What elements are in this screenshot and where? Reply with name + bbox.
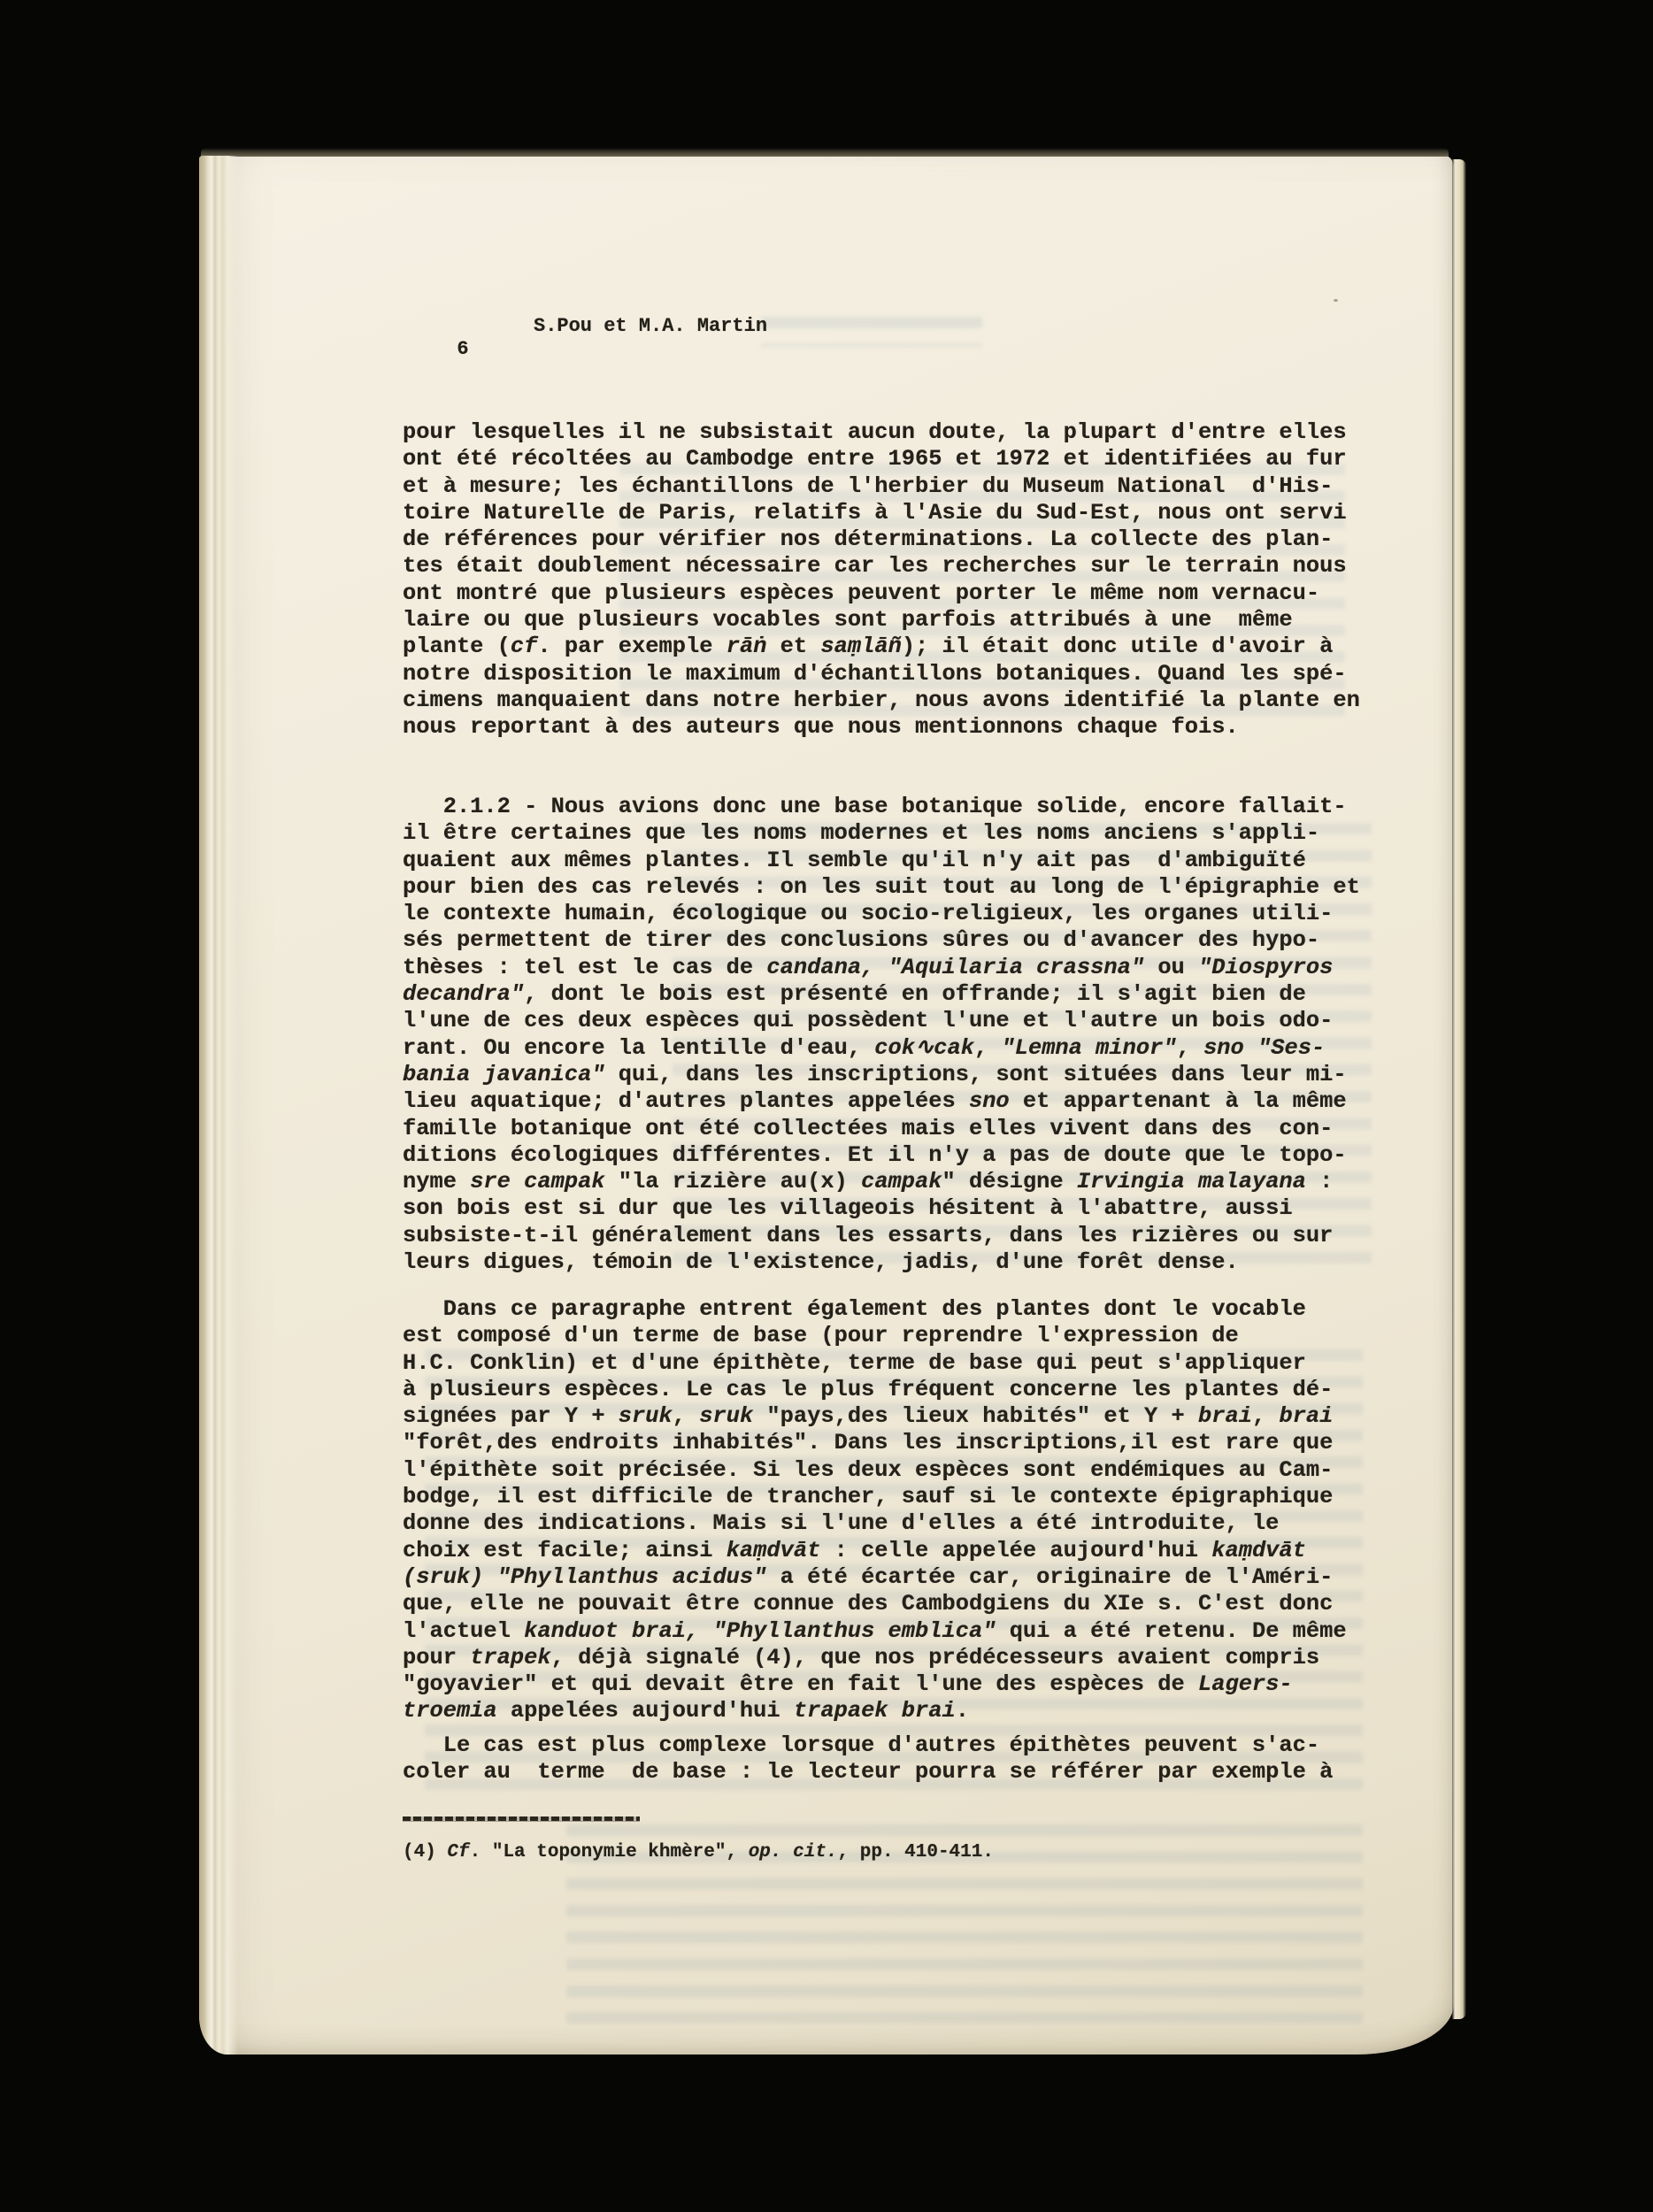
text-line: laire ou que plusieurs vocables sont parfois attribués à une même bbox=[403, 607, 1293, 634]
text-line: ont montré que plusieurs espèces peuvent porter le même nom vernacu- bbox=[403, 580, 1320, 606]
text-line: nyme sre campak "la rizière au(x) campak" désigne Irvingia malayana : bbox=[403, 1169, 1334, 1195]
text-line: que, elle ne pouvait être connue des Cambodgiens du XIe s. C'est donc bbox=[403, 1591, 1334, 1617]
page-top-edge bbox=[201, 148, 1449, 157]
text-line: signées par Y + sruk, sruk "pays,des lieux habités" et Y + brai, brai bbox=[403, 1403, 1334, 1430]
text-line: bania javanica" qui, dans les inscriptions, sont situées dans leur mi- bbox=[403, 1061, 1347, 1087]
text-line: est composé d'un terme de base (pour reprendre l'expression de bbox=[403, 1323, 1239, 1349]
text-line: leurs digues, témoin de l'existence, jadis, d'une forêt dense. bbox=[403, 1249, 1239, 1276]
text-line: Le cas est plus complexe lorsque d'autres épithètes peuvent s'ac- bbox=[403, 1732, 1320, 1758]
text-line: ditions écologiques différentes. Et il n'y a pas de doute que le topo- bbox=[403, 1141, 1347, 1168]
text-line: subsiste-t-il généralement dans les essarts, dans les rizières ou sur bbox=[403, 1222, 1334, 1248]
text-line: "goyavier" et qui devait être en fait l'une des espèces de Lagers- bbox=[403, 1671, 1293, 1698]
text-line: plante (cf. par exemple rāṅ et saṃlāñ); il était donc utile d'avoir à bbox=[403, 634, 1334, 660]
text-line: toire Naturelle de Paris, relatifs à l'Asie du Sud-Est, nous ont servi bbox=[403, 499, 1347, 526]
text-line: H.C. Conklin) et d'une épithète, terme de base qui peut s'appliquer bbox=[403, 1349, 1306, 1376]
text-line: donne des indications. Mais si l'une d'elles a été introduite, le bbox=[403, 1510, 1280, 1537]
text-line: l'actuel kanduot brai, "Phyllanthus emblica" qui a été retenu. De même bbox=[403, 1617, 1347, 1644]
running-head bbox=[434, 315, 768, 384]
text-line: bodge, il est difficile de trancher, sauf si le contexte épigraphique bbox=[403, 1484, 1334, 1510]
text-line: pour lesquelles il ne subsistait aucun doute, la plupart d'entre elles bbox=[403, 419, 1347, 445]
text-line: 2.1.2 - Nous avions donc une base botanique solide, encore fallait- bbox=[403, 794, 1347, 819]
body-paragraph-4 bbox=[403, 1732, 1333, 1786]
text-line: l'épithète soit précisée. Si les deux espèces sont endémiques au Cam- bbox=[403, 1456, 1334, 1483]
text-line: cimens manquaient dans notre herbier, nous avons identifié la plante en bbox=[403, 687, 1360, 713]
body-paragraph-2 bbox=[403, 794, 1360, 1276]
text-line: pour bien des cas relevés : on les suit tout au long de l'épigraphie et bbox=[403, 873, 1360, 900]
text-line: et à mesure; les échantillons de l'herbier du Museum National d'His- bbox=[403, 472, 1334, 499]
page-fore-edge-right bbox=[1452, 159, 1466, 2019]
text-line: de références pour vérifier nos déterminations. La collecte des plan- bbox=[403, 526, 1334, 553]
text-line: le contexte humain, écologique ou socio-religieux, les organes utili- bbox=[403, 901, 1334, 927]
dust-speck bbox=[1334, 299, 1338, 302]
footnote-separator-rule bbox=[403, 1816, 640, 1821]
text-line: pour trapek, déjà signalé (4), que nos prédécesseurs avaient compris bbox=[403, 1644, 1320, 1671]
page-number: 6 bbox=[457, 338, 469, 360]
text-line: choix est facile; ainsi kaṃdvāt : celle appelée aujourd'hui kaṃdvāt bbox=[403, 1537, 1306, 1563]
body-paragraph-3 bbox=[403, 1296, 1347, 1725]
text-line: decandra", dont le bois est présenté en offrande; il s'agit bien de bbox=[403, 981, 1306, 1008]
text-line: nous reportant à des auteurs que nous mentionnons chaque fois. bbox=[403, 714, 1239, 741]
text-line: l'une de ces deux espèces qui possèdent l'une et l'autre un bois odo- bbox=[403, 1008, 1334, 1034]
text-line: coler au terme de base : le lecteur pourra se référer par exemple à bbox=[403, 1759, 1334, 1786]
text-line: son bois est si dur que les villageois hésitent à l'abattre, aussi bbox=[403, 1195, 1293, 1222]
text-line: troemia appelées aujourd'hui trapaek brai. bbox=[403, 1698, 969, 1724]
text-line: (4) Cf. "La toponymie khmère", op. cit., pp. 410-411. bbox=[403, 1842, 994, 1863]
footnote-text bbox=[403, 1840, 994, 1864]
body-paragraph-1 bbox=[403, 419, 1360, 741]
text-line: sés permettent de tirer des conclusions sûres ou d'avancer des hypo- bbox=[403, 927, 1320, 954]
page-stack-edge-left bbox=[199, 156, 238, 2055]
text-line: tes était doublement nécessaire car les recherches sur le terrain nous bbox=[403, 553, 1347, 580]
text-line: il être certaines que les noms modernes et les noms anciens s'appli- bbox=[403, 820, 1320, 847]
text-line: thèses : tel est le cas de candana, "Aquilaria crassna" ou "Diospyros bbox=[403, 954, 1334, 980]
text-line: Dans ce paragraphe entrent également des plantes dont le vocable bbox=[403, 1296, 1306, 1322]
text-line: quaient aux mêmes plantes. Il semble qu'il n'y ait pas d'ambiguïté bbox=[403, 847, 1306, 873]
text-line: "forêt,des endroits inhabités". Dans les inscriptions,il est rare que bbox=[403, 1430, 1334, 1456]
text-line: notre disposition le maximum d'échantillons botaniques. Quand les spé- bbox=[403, 660, 1347, 687]
text-line: lieu aquatique; d'autres plantes appelées sno et appartenant à la même bbox=[403, 1088, 1347, 1115]
text-line: famille botanique ont été collectées mais elles vivent dans des con- bbox=[403, 1115, 1334, 1141]
running-head-authors: S.Pou et M.A. Martin bbox=[534, 315, 768, 337]
text-line: rant. Ou encore la lentille d'eau, cok∿cak, "Lemna minor", sno "Ses- bbox=[403, 1034, 1326, 1061]
text-line: ont été récoltées au Cambodge entre 1965 et 1972 et identifiées au fur bbox=[403, 446, 1347, 472]
text-line: à plusieurs espèces. Le cas le plus fréquent concerne les plantes dé- bbox=[403, 1376, 1334, 1402]
text-line: (sruk) "Phyllanthus acidus" a été écartée car, originaire de l'Améri- bbox=[403, 1563, 1334, 1590]
